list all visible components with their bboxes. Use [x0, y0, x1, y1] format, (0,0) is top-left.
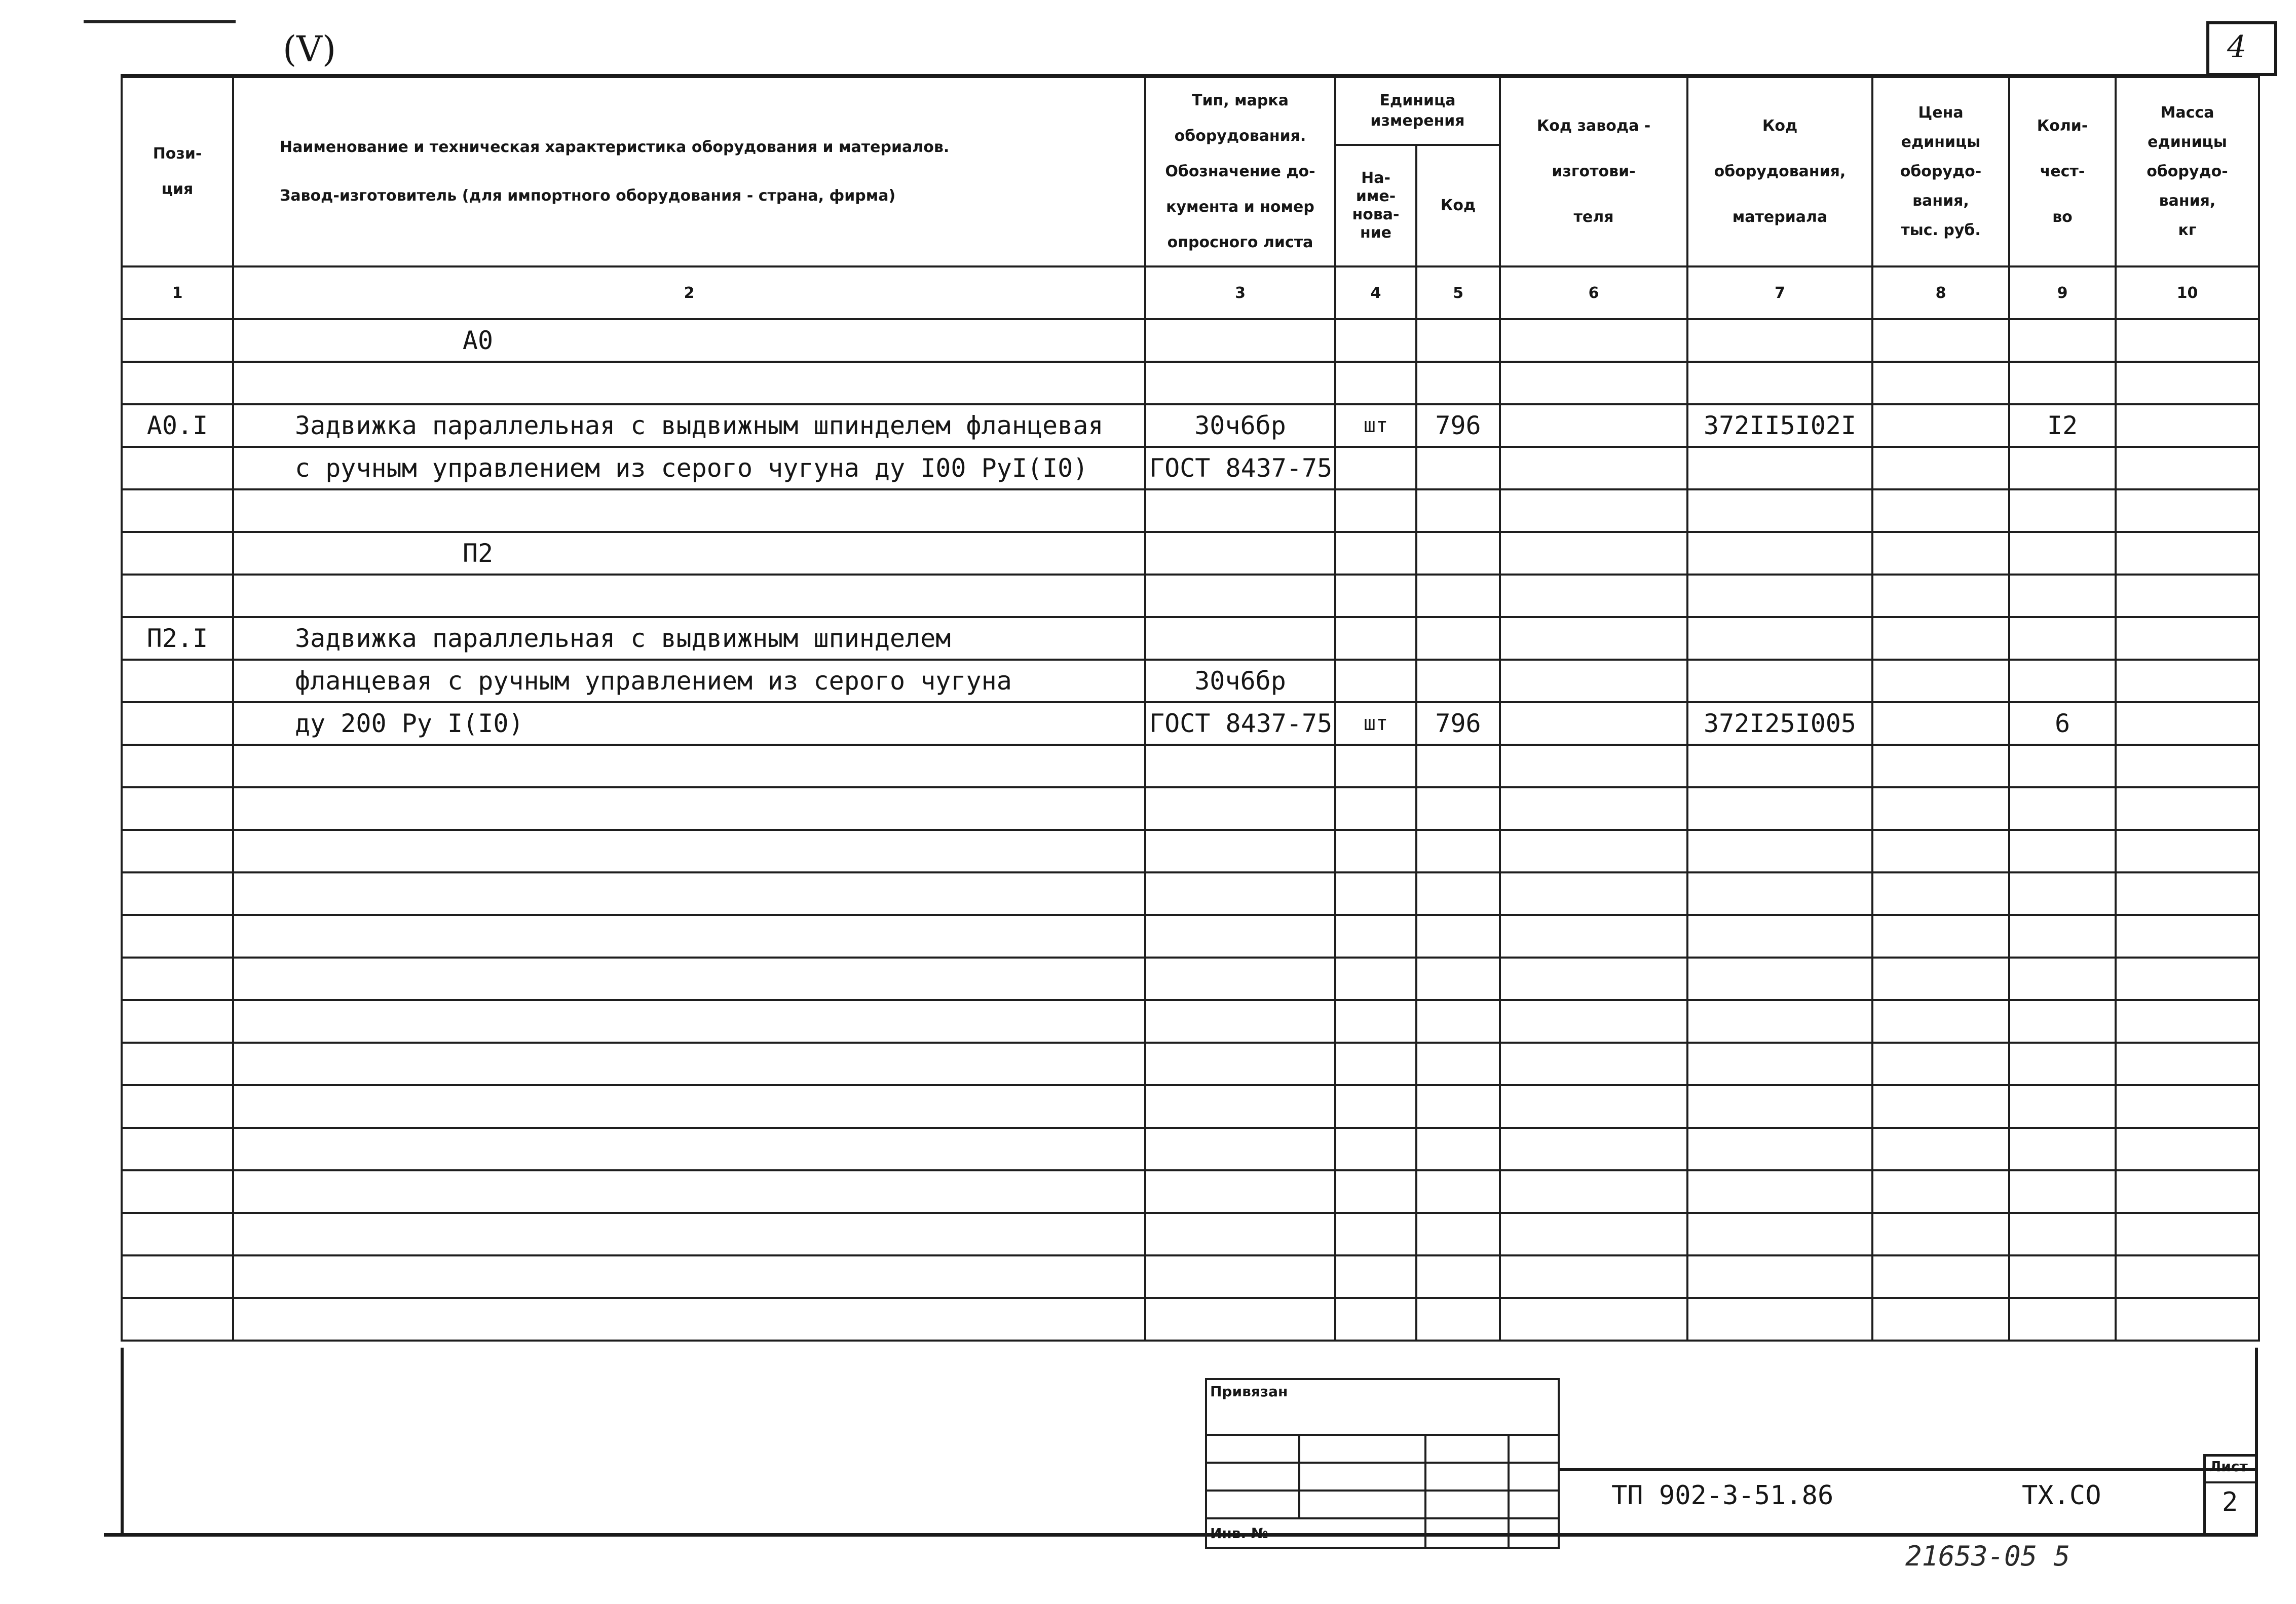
bottom-frame-base-line [104, 1533, 2258, 1537]
col-num-4: 4 [1335, 266, 1416, 319]
col-num-5: 5 [1416, 266, 1500, 319]
col-header-quantity: Коли- чест- во [2009, 77, 2116, 266]
item-standard: ГОСТ 8437-75 [1145, 702, 1335, 745]
table-row [122, 1043, 2259, 1085]
col-num-3: 3 [1145, 266, 1335, 319]
item-unit-code: 796 [1416, 404, 1500, 447]
table-row-a0-1 [122, 404, 2259, 447]
item-position: А0.I [122, 404, 233, 447]
title-block-line [1560, 1468, 2258, 1471]
top-left-mark [84, 20, 236, 23]
col-header-name-line1: Наименование и техническая характеристика оборудования и материалов. [280, 138, 950, 156]
table-row [122, 1255, 2259, 1298]
col-header-name-line2: Завод-изготовитель (для импортного оборудования - страна, фирма) [280, 187, 896, 205]
item-material-code: 372I25I005 [1687, 702, 1872, 745]
sheet-number: 2 [2222, 1487, 2238, 1517]
table-row [122, 1000, 2259, 1043]
archive-number-note: 21653-05 5 [1905, 1540, 2071, 1572]
table-row [122, 787, 2259, 830]
bottom-frame-left-line [121, 1348, 124, 1536]
col-header-name [233, 77, 1145, 266]
item-description: Задвижка параллельная с выдвижным шпинделем фланцевая [233, 404, 1145, 447]
col-num-2: 2 [233, 266, 1145, 319]
item-description-cont: с ручным управлением из серого чугуна ду I00 РуI(I0) [233, 447, 1145, 489]
sheet-label: Лист [2209, 1458, 2248, 1475]
table-row [122, 319, 2259, 362]
table-row [122, 745, 2259, 787]
sheet-box-divider [2203, 1481, 2258, 1483]
roman-section-label: (V) [283, 28, 336, 70]
item-position: П2.I [122, 617, 233, 660]
col-header-material-code: Код оборудования, материала [1687, 77, 1872, 266]
table-row [122, 362, 2259, 404]
col-header-unit: Единица измерения [1335, 77, 1500, 145]
corner-page-number: 4 [2227, 29, 2247, 65]
item-unit-name: шт [1335, 404, 1416, 447]
item-description-cont: фланцевая с ручным управлением из серого чугуна [233, 660, 1145, 702]
col-num-9: 9 [2009, 266, 2116, 319]
stamp-inv-label: Инв. № [1206, 1518, 1425, 1548]
col-header-unit-name: На- име- нова- ние [1335, 145, 1416, 266]
col-header-unit-code: Код [1416, 145, 1500, 266]
col-num-6: 6 [1500, 266, 1687, 319]
item-quantity: I2 [2009, 404, 2116, 447]
table-row [122, 575, 2259, 617]
table-row [122, 830, 2259, 872]
col-header-price: Цена единицы оборудо- вания, тыс. руб. [1872, 77, 2009, 266]
item-quantity: 6 [2009, 702, 2116, 745]
col-num-8: 8 [1872, 266, 2009, 319]
document-mark: ТХ.СО [2022, 1480, 2101, 1511]
table-row [122, 1298, 2259, 1341]
table-row [122, 447, 2259, 489]
col-header-factory-code: Код завода - изготови- теля [1500, 77, 1687, 266]
specification-table [121, 76, 2260, 1342]
table-row [122, 660, 2259, 702]
col-header-type: Тип, марка оборудования. Обозначение до- кумента и номер опросного листа [1145, 77, 1335, 266]
col-num-7: 7 [1687, 266, 1872, 319]
item-material-code: 372II5I02I [1687, 404, 1872, 447]
item-description: Задвижка параллельная с выдвижным шпинделем [233, 617, 1145, 660]
col-header-position: Пози- ция [122, 77, 233, 266]
stamp-privyazan-label: Привязан [1206, 1379, 1559, 1435]
col-num-1: 1 [122, 266, 233, 319]
section-title-a0: А0 [233, 319, 1145, 362]
table-row [122, 915, 2259, 958]
table-row [122, 1128, 2259, 1170]
table-row [122, 1170, 2259, 1213]
item-unit-name: шт [1335, 702, 1416, 745]
approval-stamp [1205, 1378, 1560, 1549]
item-standard: ГОСТ 8437-75 [1145, 447, 1335, 489]
column-number-row [122, 266, 2259, 319]
col-num-10: 10 [2116, 266, 2259, 319]
section-title-p2: П2 [233, 532, 1145, 575]
table-row [122, 958, 2259, 1000]
table-row [122, 702, 2259, 745]
table-row [122, 532, 2259, 575]
table-row [122, 1213, 2259, 1255]
table-row-p2-1 [122, 617, 2259, 660]
item-unit-code: 796 [1416, 702, 1500, 745]
item-type: 30ч6бр [1145, 404, 1335, 447]
item-type: 30ч6бр [1145, 660, 1335, 702]
item-description-cont: ду 200 Ру I(I0) [233, 702, 1145, 745]
col-header-mass: Масса единицы оборудо- вания, кг [2116, 77, 2259, 266]
header-row-1 [122, 77, 2259, 145]
table-row [122, 489, 2259, 532]
table-row [122, 1085, 2259, 1128]
table-row [122, 872, 2259, 915]
document-code: ТП 902-3-51.86 [1611, 1480, 1834, 1511]
